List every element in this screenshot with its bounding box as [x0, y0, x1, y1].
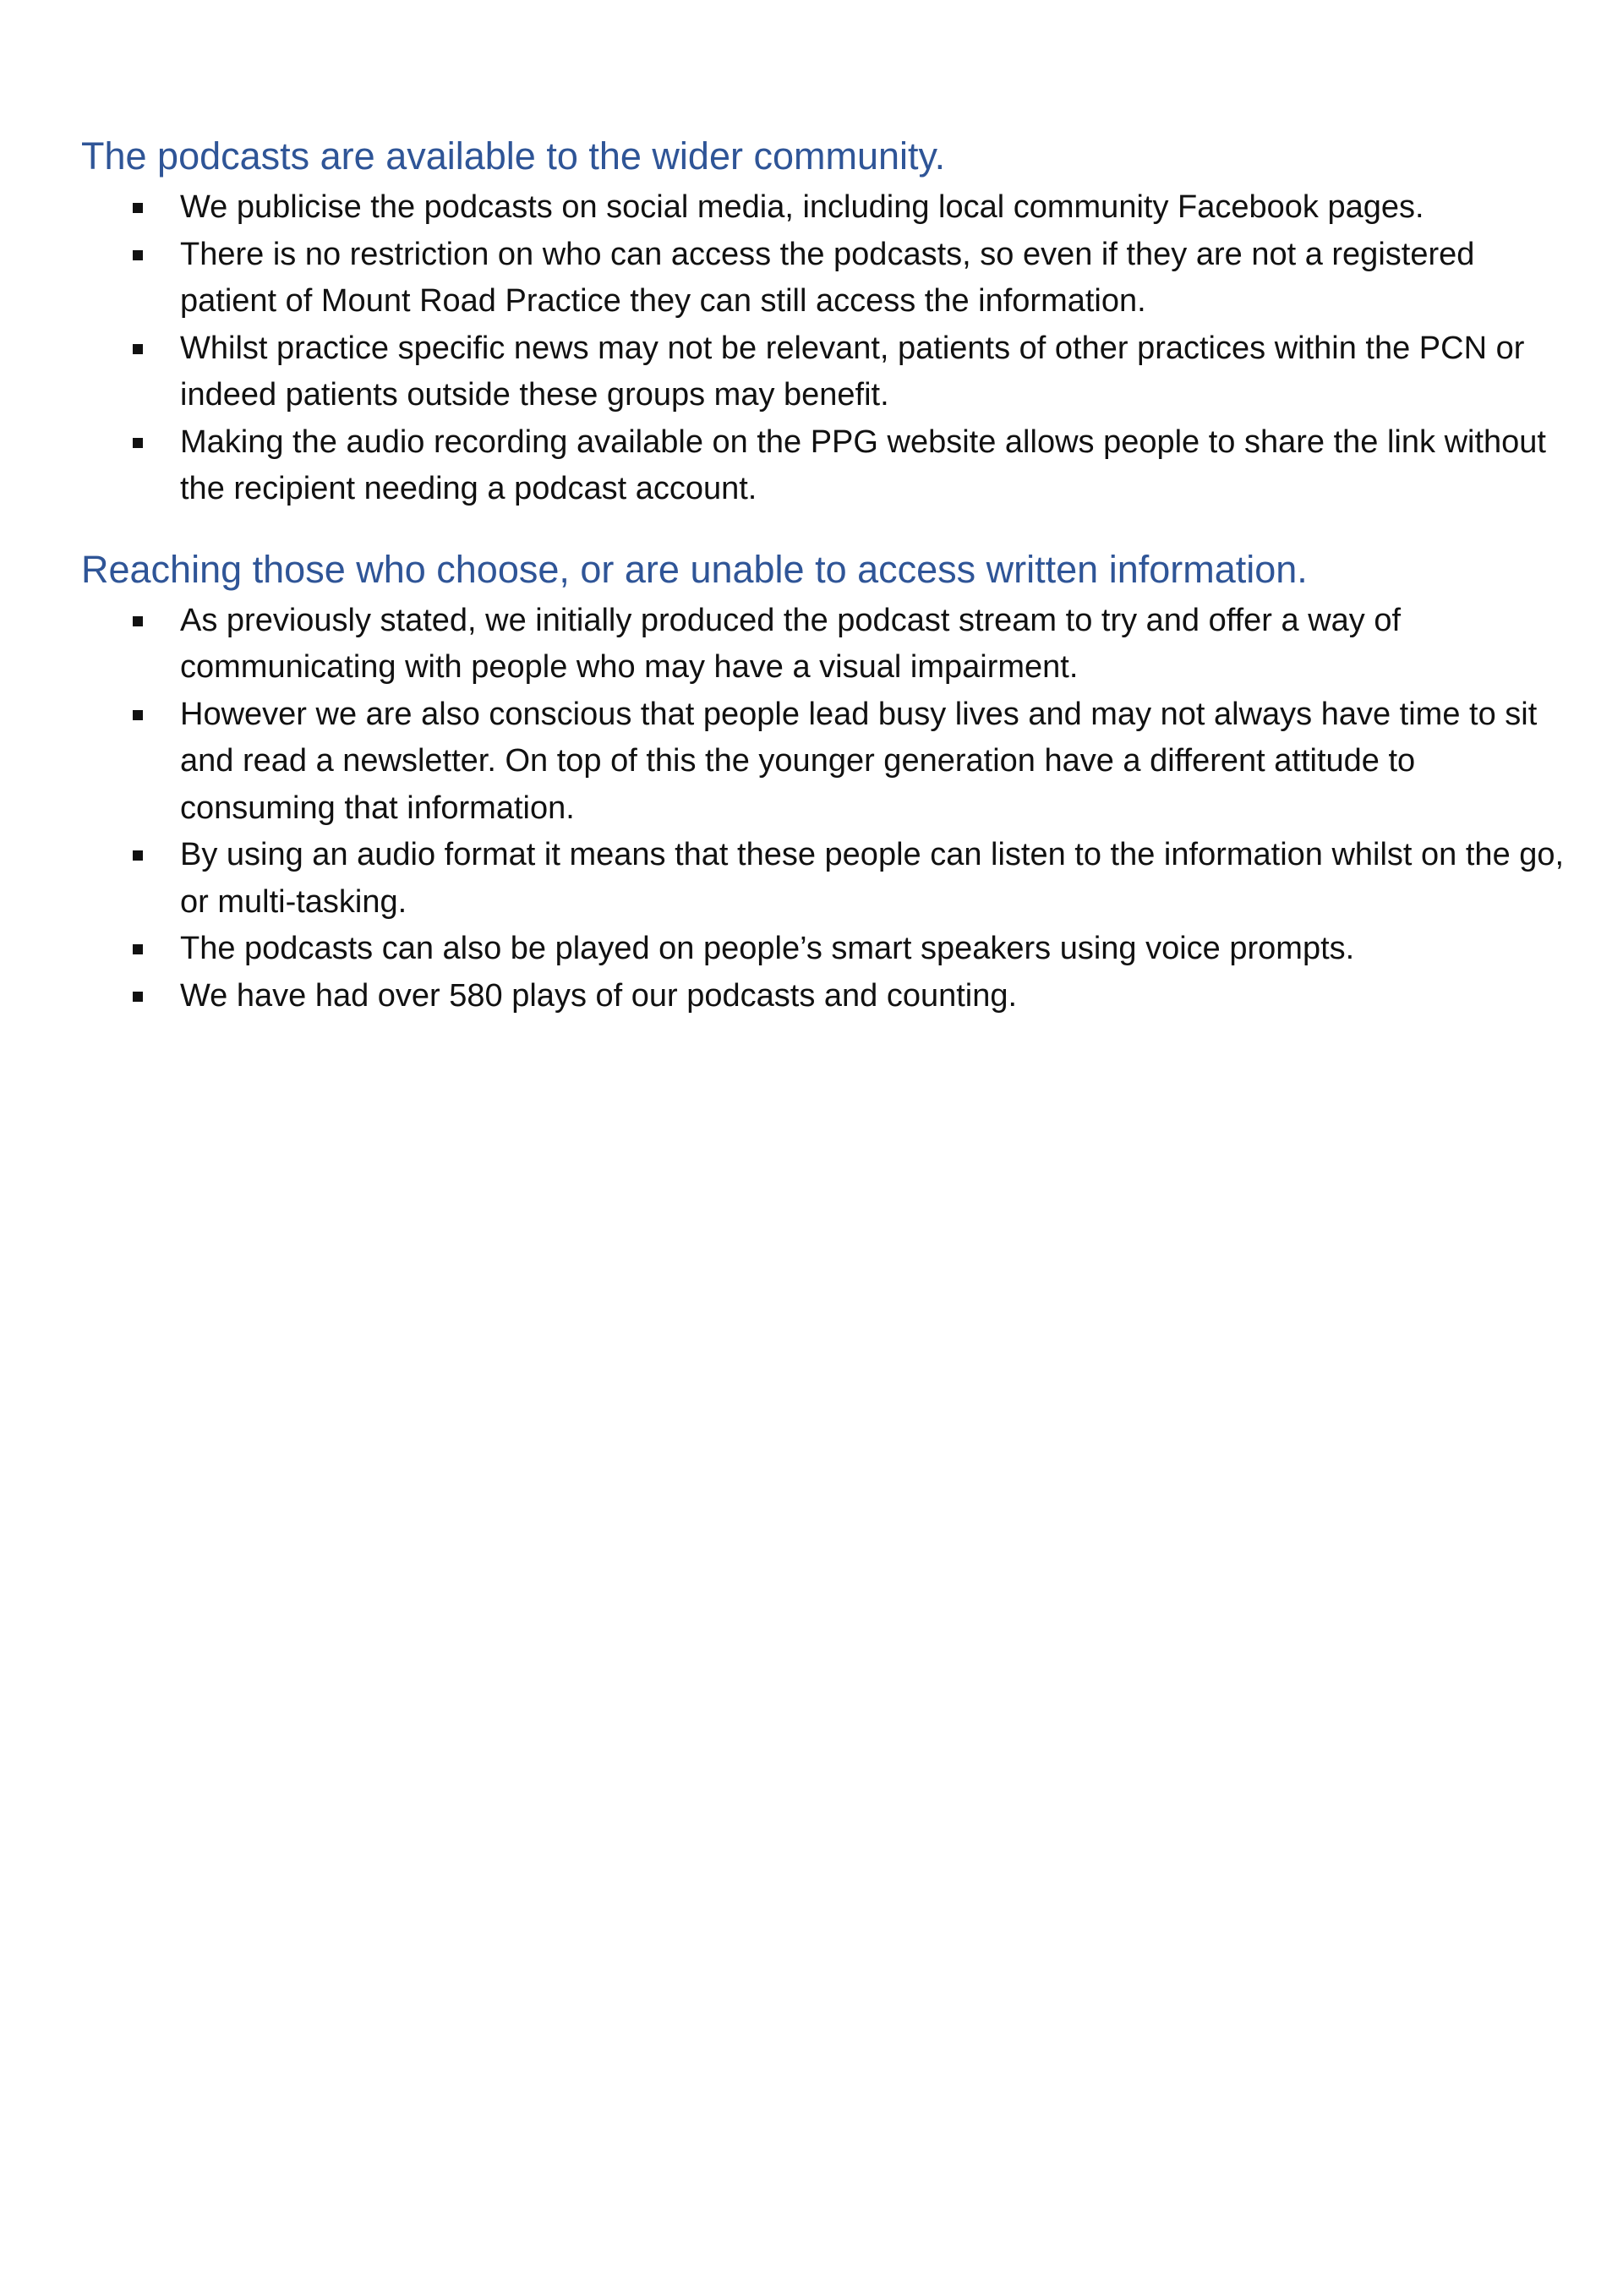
- bullet-item: [81, 184, 1569, 232]
- square-bullet-icon: [133, 250, 143, 260]
- square-bullet-icon: [133, 616, 143, 626]
- document-content: [81, 132, 1569, 1052]
- bullet-list: [81, 598, 1569, 1020]
- section-wider-community: [81, 132, 1569, 513]
- bullet-text: By using an audio format it means that these people can listen to the information whilst on the go, or multi-tasking.: [180, 837, 1565, 920]
- square-bullet-icon: [133, 944, 143, 954]
- section-heading: The podcasts are available to the wider community.: [81, 134, 946, 178]
- square-bullet-icon: [133, 850, 143, 861]
- section-written-information: [81, 545, 1569, 1020]
- square-bullet-icon: [133, 992, 143, 1002]
- bullet-text: Whilst practice specific news may not be relevant, patients of other practices within the PCN or indeed patients outside these groups may benefit.: [180, 330, 1525, 413]
- square-bullet-icon: [133, 710, 143, 720]
- square-bullet-icon: [133, 438, 143, 448]
- bullet-item: [81, 692, 1569, 833]
- bullet-item: [81, 973, 1569, 1020]
- bullet-text: Making the audio recording available on the PPG website allows people to share the link without the recipient needing a podcast account.: [180, 424, 1546, 506]
- bullet-text: We publicise the podcasts on social media, including local community Facebook pages.: [180, 189, 1424, 225]
- square-bullet-icon: [133, 344, 143, 354]
- bullet-item: [81, 598, 1569, 692]
- bullet-item: [81, 325, 1569, 419]
- bullet-text: However we are also conscious that people lead busy lives and may not always have time to sit and read a newsletter. On top of this the younger generation have a different attitude to consuming that information.: [180, 696, 1538, 826]
- bullet-text: There is no restriction on who can access the podcasts, so even if they are not a registered patient of Mount Road Practice they can still access the information.: [180, 236, 1475, 319]
- bullet-list: [81, 184, 1569, 513]
- bullet-text: The podcasts can also be played on people’s smart speakers using voice prompts.: [180, 931, 1355, 966]
- bullet-item: [81, 419, 1569, 513]
- bullet-item: [81, 232, 1569, 325]
- bullet-item: [81, 926, 1569, 973]
- bullet-item: [81, 832, 1569, 926]
- bullet-text: As previously stated, we initially produced the podcast stream to try and offer a way of communicating with people who may have a visual impairment.: [180, 602, 1402, 685]
- square-bullet-icon: [133, 203, 143, 213]
- section-heading: Reaching those who choose, or are unable to access written information.: [81, 547, 1308, 591]
- bullet-text: We have had over 580 plays of our podcasts and counting.: [180, 977, 1018, 1014]
